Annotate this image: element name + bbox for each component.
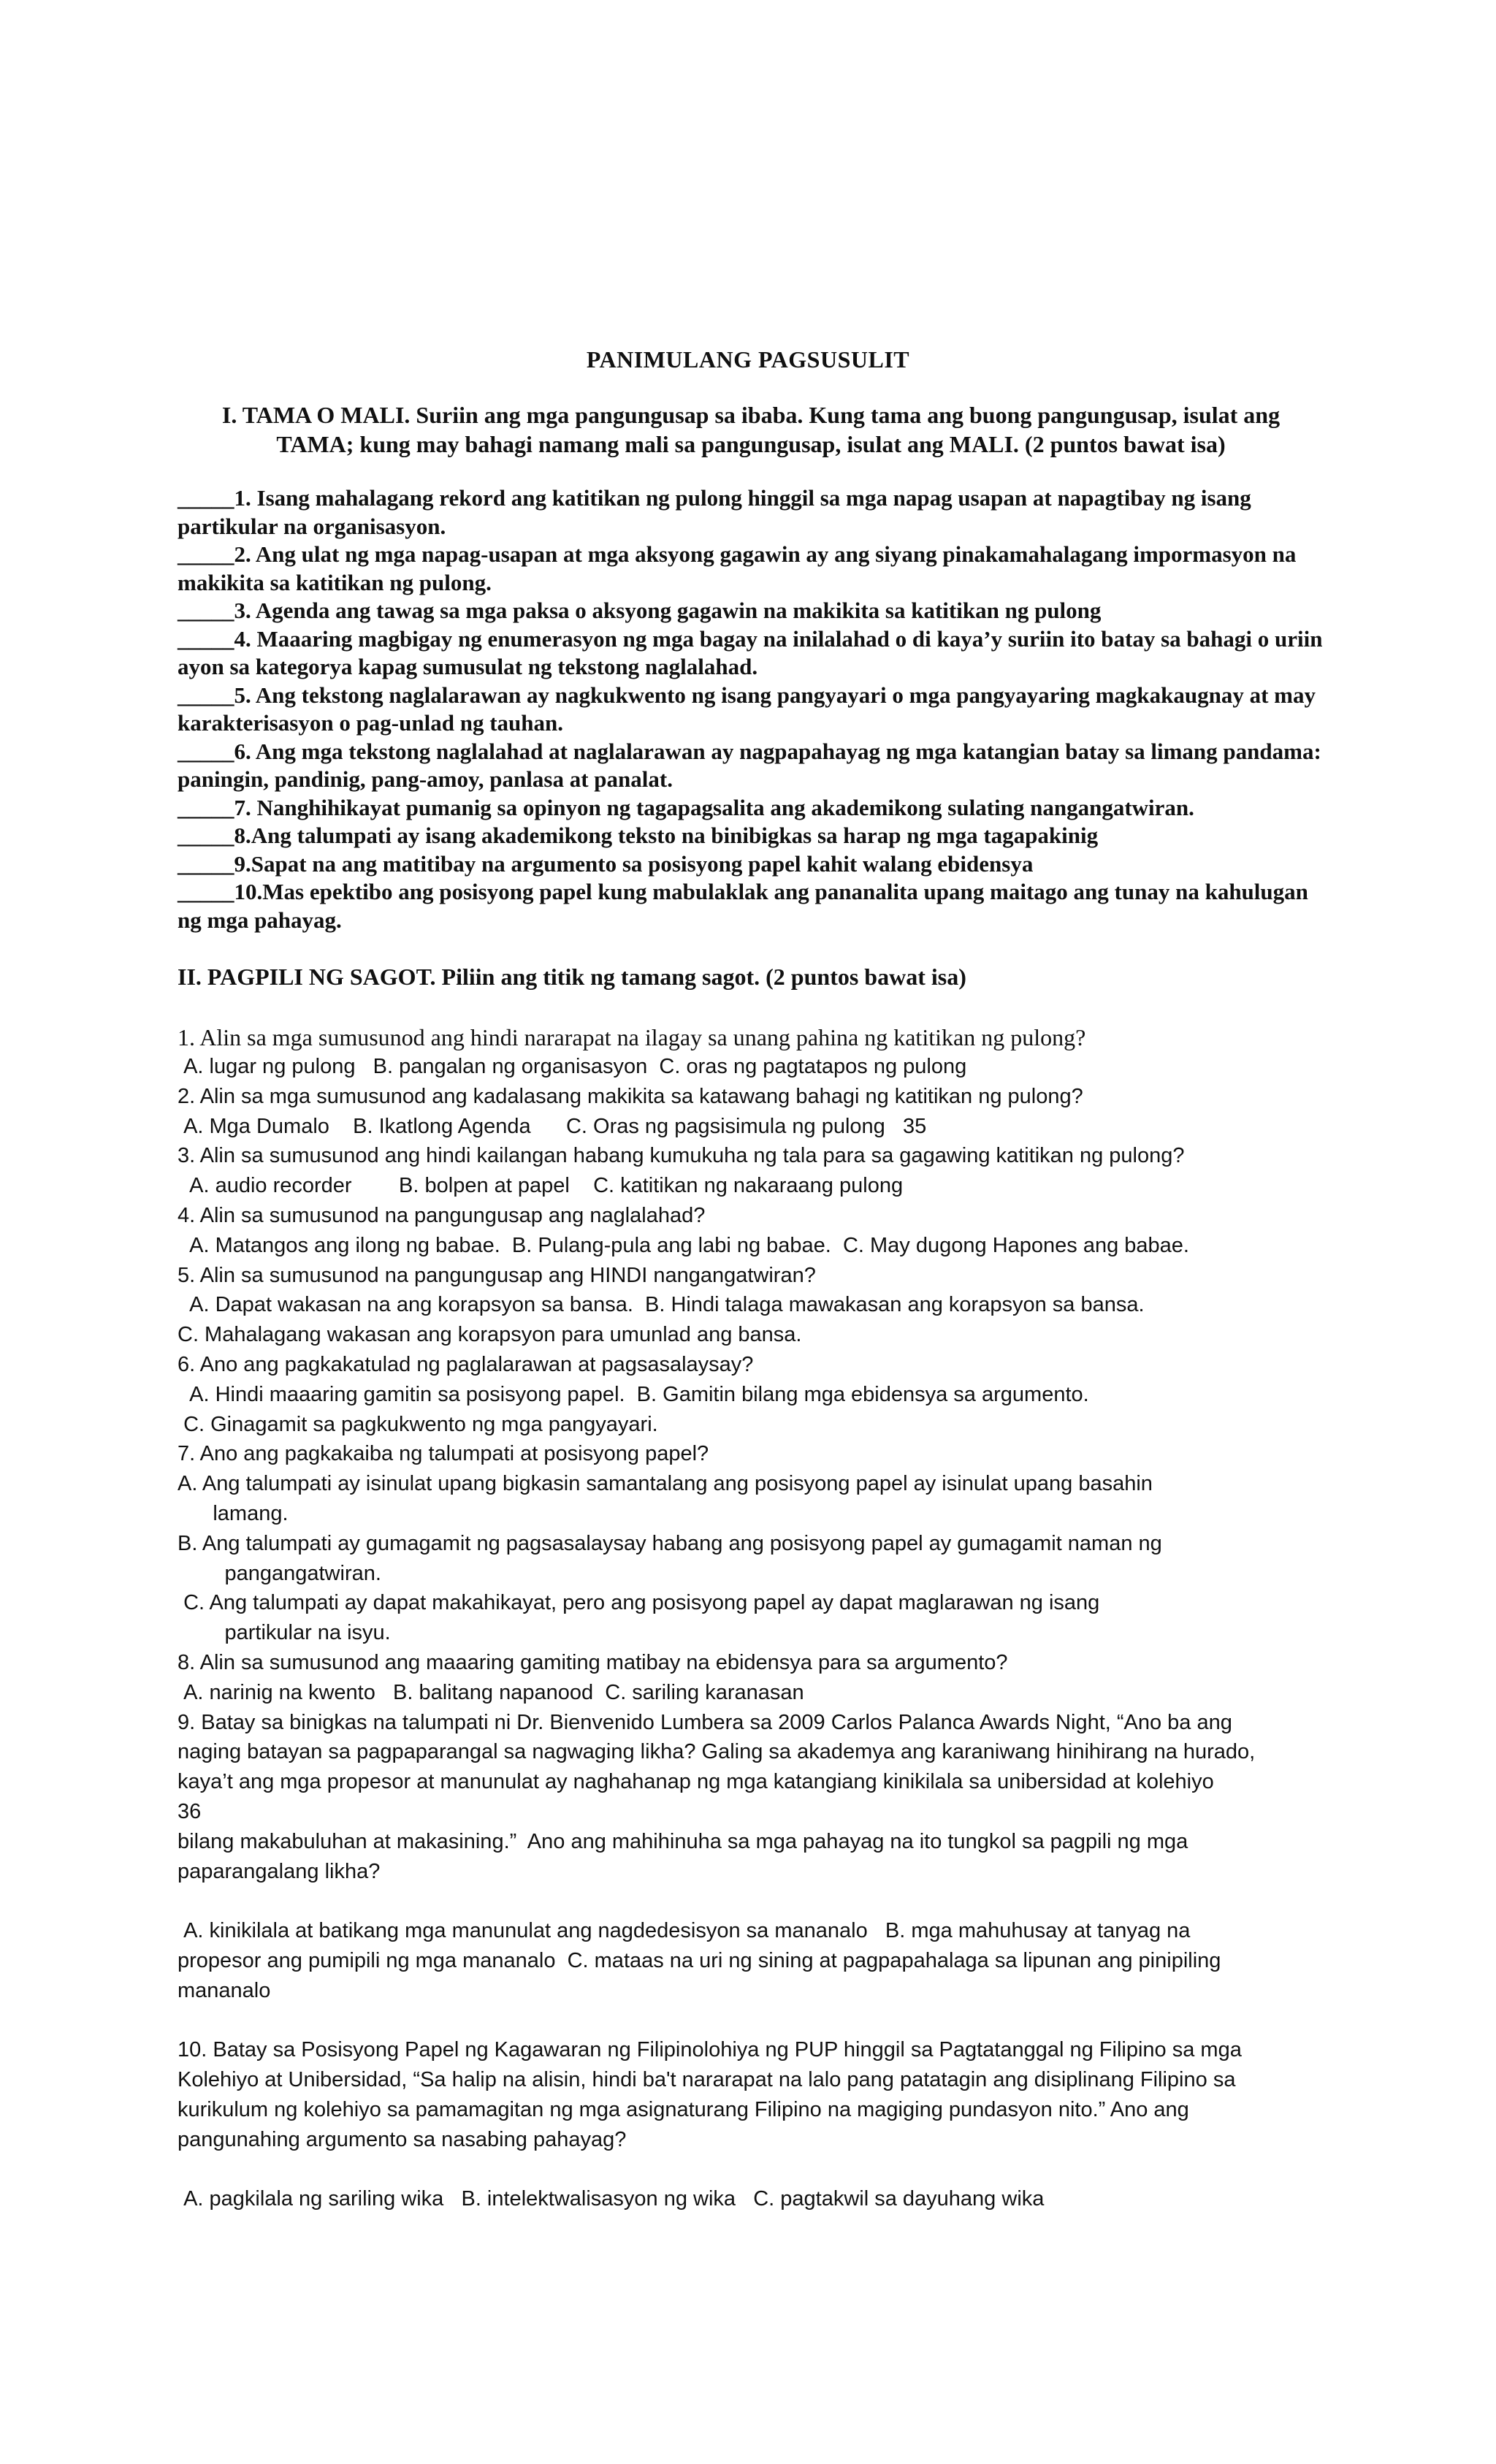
- question-line: 2. Alin sa mga sumusunod ang kadalasang makikita sa katawang bahagi ng katitikan ng pulong?: [178, 1084, 1083, 1108]
- question-line: 6. Ano ang pagkakatulad ng paglalarawan at pagsasalaysay?: [178, 1352, 754, 1376]
- choice-line: A. lugar ng pulong B. pangalan ng organisasyon C. oras ng pagtatapos ng pulong: [178, 1055, 967, 1078]
- blank-line: [178, 2006, 1346, 2036]
- choice-line: A. narinig na kwento B. balitang napanood C. sariling karanasan: [178, 1680, 804, 1704]
- question-line: 7. Ano ang pagkakaiba ng talumpati at posisyong papel?: [178, 1442, 709, 1466]
- question-line: 3. Alin sa sumusunod ang hindi kailangan habang kumukuha ng tala para sa gagawing katitikan ng pulong?: [178, 1144, 1185, 1168]
- choice-line-continued: partikular na isyu.: [178, 1621, 391, 1645]
- question-line: 5. Alin sa sumusunod na pangungusap ang HINDI nangangatwiran?: [178, 1263, 816, 1287]
- question-1: 1. Alin sa mga sumusunod ang hindi nararapat na ilagay sa unang pahina ng katitikan ng pulong?: [178, 1024, 1086, 1050]
- page-title: PANIMULANG PAGSUSULIT: [586, 346, 910, 373]
- choice-line: A. audio recorder B. bolpen at papel C. katitikan ng nakaraang pulong: [178, 1174, 904, 1198]
- true-false-item: _____10.Mas epektibo ang posisyong papel kung mabulaklak ang pananalita upang maitago ang tunay na kahulugan ng mga pahayag.: [178, 879, 1308, 933]
- multiple-choice-list: [178, 1052, 1346, 2214]
- choice-line: A. kinikilala at batikang mga manunulat ang nagdedesisyon sa mananalo B. mga mahuhusay at tanyag na: [178, 1919, 1191, 1943]
- true-false-item: _____8.Ang talumpati ay isang akademikong teksto na binibigkas sa harap ng mga tagapakinig: [178, 823, 1099, 848]
- true-false-item: _____4. Maaaring magbigay ng enumerasyon ng mga bagay na inilalahad o di kaya’y suriin ito batay sa bahagi o uriin ayon sa kategorya kapag sumusulat ng tekstong naglalahad.: [178, 625, 1323, 679]
- choice-line-continued: lamang.: [178, 1501, 289, 1525]
- question-line-continued: pangunahing argumento sa nasabing pahayag?: [178, 2127, 627, 2151]
- choice-line: C. Ang talumpati ay dapat makahikayat, pero ang posisyong papel ay dapat maglarawan ng isang: [178, 1591, 1100, 1615]
- choice-line-continued: pangangatwiran.: [178, 1561, 381, 1585]
- question-line-continued: kurikulum ng kolehiyo sa pamamagitan ng mga asignaturang Filipino na magiging pundasyon nito.” Ano ang: [178, 2097, 1189, 2121]
- true-false-item: _____1. Isang mahalagang rekord ang katitikan ng pulong hinggil sa mga napag usapan at napagtibay ng isang partikular na organisasyon.: [178, 485, 1251, 539]
- choice-line: A. pagkilala ng sariling wika B. intelektwalisasyon ng wika C. pagtakwil sa dayuhang wika: [178, 2187, 1045, 2211]
- section-1-instruction: I. TAMA O MALI. Suriin ang mga pangungusap sa ibaba. Kung tama ang buong pangungusap, isulat ang TAMA; kung may bahagi namang mali sa pangungusap, isulat ang MALI. (2 puntos bawat isa): [221, 402, 1281, 457]
- true-false-item: _____5. Ang tekstong naglalarawan ay nagkukwento ng isang pangyayari o mga pangyayaring magkakaugnay at may karakterisasyon o pag-unlad ng tauhan.: [178, 682, 1316, 736]
- choice-line: A. Matangos ang ilong ng babae. B. Pulang-pula ang labi ng babae. C. May dugong Hapones ang babae.: [178, 1233, 1189, 1257]
- question-line: 4. Alin sa sumusunod na pangungusap ang naglalahad?: [178, 1203, 706, 1227]
- choice-line: A. Hindi maaaring gamitin sa posisyong papel. B. Gamitin bilang mga ebidensya sa argumento.: [178, 1382, 1089, 1406]
- page-number: 36: [178, 1799, 202, 1823]
- choice-line: C. Mahalagang wakasan ang korapsyon para umunlad ang bansa.: [178, 1323, 802, 1347]
- question-line: 8. Alin sa sumusunod ang maaaring gamiting matibay na ebidensya para sa argumento?: [178, 1650, 1008, 1674]
- choice-line-continued: mananalo: [178, 1978, 271, 2002]
- blank-line: [178, 1886, 1346, 1916]
- choice-line: A. Mga Dumalo B. Ikatlong Agenda C. Oras ng pagsisimula ng pulong 35: [178, 1114, 927, 1138]
- question-line: 9. Batay sa binigkas na talumpati ni Dr. Bienvenido Lumbera sa 2009 Carlos Palanca Awards Night, “Ano ba ang: [178, 1710, 1232, 1734]
- section-2-instruction: II. PAGPILI NG SAGOT. Piliin ang titik ng tamang sagot. (2 puntos bawat isa): [178, 964, 966, 990]
- question-line-continued: Kolehiyo at Unibersidad, “Sa halip na alisin, hindi ba't nararapat na lalo pang patatagin ang disiplinang Filipino sa: [178, 2068, 1236, 2092]
- question-line-continued: naging batayan sa pagpaparangal sa nagwaging likha? Galing sa akademya ang karaniwang hinihirang na hurado,: [178, 1740, 1256, 1764]
- choice-line: A. Ang talumpati ay isinulat upang bigkasin samantalang ang posisyong papel ay isinulat upang basahin: [178, 1472, 1153, 1496]
- choice-line-continued: propesor ang pumipili ng mga mananalo C. mataas na uri ng sining at pagpapahalaga sa lipunan ang pinipiling: [178, 1948, 1221, 1972]
- question-line-continued: kaya’t ang mga propesor at manunulat ay naghahanap ng mga katangiang kinikilala sa unibersidad at kolehiyo: [178, 1770, 1214, 1794]
- blank-line: [178, 2154, 1346, 2184]
- question-line: 10. Batay sa Posisyong Papel ng Kagawaran ng Filipinolohiya ng PUP hinggil sa Pagtatanggal ng Filipino sa mga: [178, 2038, 1242, 2062]
- choice-line: C. Ginagamit sa pagkukwento ng mga pangyayari.: [178, 1412, 658, 1436]
- question-line-continued: paparangalang likha?: [178, 1859, 381, 1883]
- choice-line: B. Ang talumpati ay gumagamit ng pagsasalaysay habang ang posisyong papel ay gumagamit naman ng: [178, 1531, 1162, 1555]
- true-false-item: _____6. Ang mga tekstong naglalahad at naglalarawan ay nagpapahayag ng mga katangian batay sa limang pandama: paningin, pandinig, pang-amoy, panlasa at panalat.: [178, 738, 1321, 792]
- true-false-list: [178, 484, 1332, 934]
- choice-line: A. Dapat wakasan na ang korapsyon sa bansa. B. Hindi talaga mawakasan ang korapsyon sa bansa.: [178, 1293, 1145, 1317]
- true-false-item: _____3. Agenda ang tawag sa mga paksa o aksyong gagawin na makikita sa katitikan ng pulong: [178, 598, 1102, 623]
- true-false-item: _____7. Nanghihikayat pumanig sa opinyon ng tagapagsalita ang akademikong sulating nangangatwiran.: [178, 794, 1194, 820]
- true-false-item: _____9.Sapat na ang matitibay na argumento sa posisyong papel kahit walang ebidensya: [178, 850, 1034, 877]
- question-line-continued: bilang makabuluhan at makasining.” Ano ang mahihinuha sa mga pahayag na ito tungkol sa pagpili ng mga: [178, 1829, 1188, 1853]
- true-false-item: _____2. Ang ulat ng mga napag-usapan at mga aksyong gagawin ay ang siyang pinakamahalagang impormasyon na makikita sa katitikan ng pulong.: [178, 541, 1297, 595]
